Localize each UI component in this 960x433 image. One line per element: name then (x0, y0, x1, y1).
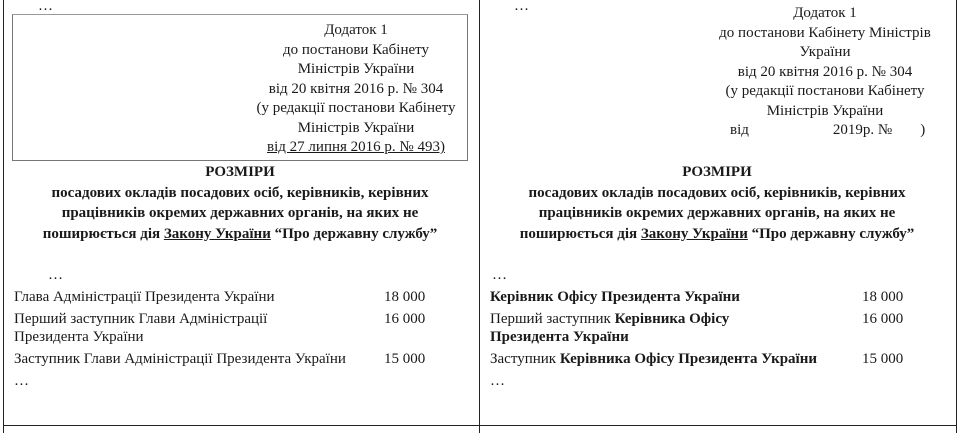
right-subtitle-pre: поширюється дія (519, 225, 641, 242)
right-annex-date-close: ) (920, 122, 926, 138)
right-subtitle-line (486, 224, 948, 245)
salary-value: 15 000 (862, 351, 904, 367)
position-bold: Керівника Офісу Президента України (490, 311, 730, 345)
right-law-link: Закону України (640, 225, 748, 242)
salary-value: 16 000 (384, 311, 426, 327)
right-annex-line: від 20 квітня 2016 р. № 304 (737, 63, 913, 80)
table-row (490, 350, 932, 368)
left-title-block (10, 162, 470, 244)
left-annex-line: до постанови Кабінету (282, 41, 430, 58)
left-title: РОЗМІРИ (205, 164, 275, 180)
right-subtitle-line: працівників окремих державних органів, на яких не (538, 205, 896, 221)
salary-value: 18 000 (862, 289, 904, 305)
position-name (490, 350, 820, 368)
position-prefix: Заступник (490, 351, 560, 367)
right-subtitle-line: посадових окладів посадових осіб, керівників, керівних (528, 184, 906, 201)
position-name: Перший заступник Глави Адміністрації Президента України (14, 311, 268, 345)
right-annex-line (700, 121, 950, 141)
right-annex-line: Додаток 1 (793, 5, 857, 21)
left-ellipsis-before: … (48, 267, 63, 283)
left-top-ellipsis: … (38, 0, 53, 14)
table-bottom-border (4, 425, 956, 426)
left-annex-line: (у редакції постанови Кабінету (256, 100, 456, 116)
right-annex-date-pre: від (730, 122, 749, 138)
right-title: РОЗМІРИ (682, 164, 752, 180)
right-title-block (486, 162, 948, 244)
table-column-divider (479, 0, 480, 433)
left-law-link: Закону України (163, 225, 271, 242)
left-annex-reference (240, 21, 472, 158)
table-left-border (3, 0, 4, 433)
left-subtitle-pre: поширюється дія (42, 225, 164, 242)
right-annex-reference (700, 4, 950, 141)
right-subtitle-post: “Про державну службу” (747, 225, 915, 242)
right-annex-line: (у редакції постанови Кабінету (725, 83, 925, 99)
left-annex-line: від 20 квітня 2016 р. № 304 (268, 80, 444, 97)
left-subtitle-line: працівників окремих державних органів, на яких не (61, 205, 419, 221)
position-name: Глава Адміністрації Президента України (14, 289, 275, 305)
left-annex-line: Міністрів України (297, 61, 415, 77)
left-ellipsis-after: … (14, 373, 29, 389)
table-row (14, 288, 454, 306)
right-ellipsis-after: … (490, 373, 505, 389)
table-row (14, 310, 454, 346)
right-ellipsis-before: … (492, 267, 507, 283)
left-subtitle-line: посадових окладів посадових осіб, керівників, керівних (51, 184, 429, 201)
salary-value: 15 000 (384, 351, 426, 367)
right-top-ellipsis: … (514, 0, 529, 14)
left-subtitle-post: “Про державну службу” (270, 225, 438, 242)
right-annex-line: Міністрів України (766, 102, 884, 119)
position-name: Заступник Глави Адміністрації Президента України (14, 351, 346, 367)
salary-value: 18 000 (384, 289, 426, 305)
left-annex-line: від 27 липня 2016 р. № 493) (267, 139, 445, 155)
table-row (14, 350, 454, 368)
position-name (490, 310, 790, 346)
position-name: Керівник Офісу Президента України (490, 289, 740, 305)
left-salary-rows (14, 266, 454, 390)
salary-value: 16 000 (862, 311, 904, 327)
left-annex-line: Додаток 1 (324, 22, 388, 38)
left-subtitle-line (10, 224, 470, 245)
right-annex-line: до постанови Кабінету Міністрів (719, 24, 931, 41)
position-prefix: Перший заступник (490, 311, 615, 327)
right-salary-rows (490, 266, 932, 390)
table-right-border (956, 0, 957, 433)
table-row (490, 310, 932, 346)
left-annex-line: Міністрів України (297, 119, 415, 136)
position-bold: Керівника Офісу Президента України (559, 351, 818, 367)
table-row (490, 288, 932, 306)
right-annex-date-post: 2019р. № (832, 122, 893, 138)
right-annex-line: України (799, 44, 851, 60)
